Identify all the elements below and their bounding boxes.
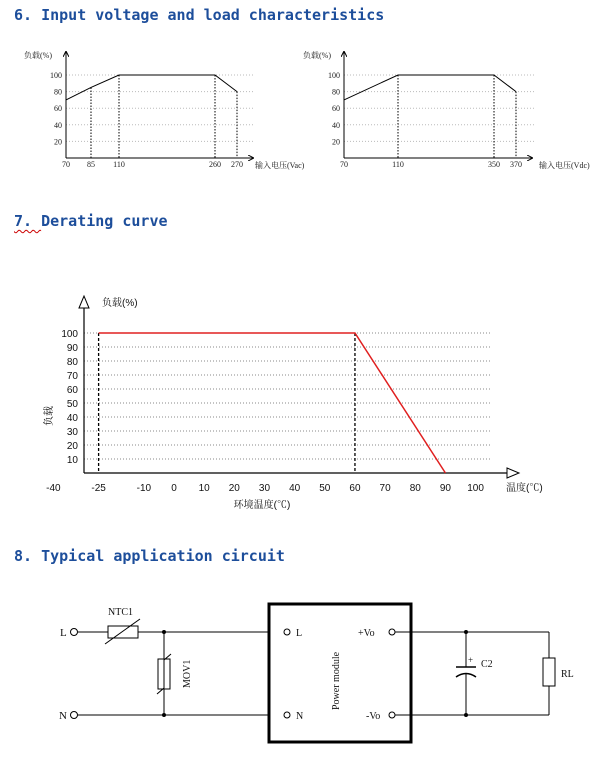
y-tick-label: 20 — [66, 441, 78, 452]
module-pin-L — [284, 629, 290, 635]
y-tick-label: 80 — [66, 357, 78, 368]
x-tick-label: 70 — [62, 160, 70, 169]
module-pin-vo-pos — [389, 629, 395, 635]
y-tick-label: 60 — [332, 104, 340, 114]
y-tick-label: 80 — [54, 87, 62, 97]
x-tick-label: 10 — [198, 483, 210, 494]
load-label: RL — [561, 669, 574, 680]
x-tick-label: 85 — [87, 160, 95, 169]
x-tick-label: 70 — [340, 160, 348, 169]
y-axis-label: 负载 — [44, 406, 55, 426]
x-tick-label: 370 — [510, 160, 522, 169]
x-tick-label: 40 — [289, 483, 301, 494]
x-tick-label: -10 — [136, 483, 152, 494]
module-pin-vo-neg — [389, 712, 395, 718]
module-pin-N-label: N — [296, 711, 304, 722]
module-pin-N — [284, 712, 290, 718]
x-tick-label: 30 — [258, 483, 271, 494]
x-tick-label: 60 — [349, 483, 361, 494]
x-tick-label: 110 — [392, 160, 404, 169]
x-tick-label: 50 — [319, 483, 331, 494]
x-tick-label: 270 — [231, 160, 243, 169]
y-tick-label: 20 — [54, 137, 62, 147]
x-tick-label: 0 — [171, 483, 177, 494]
section-7-title: Derating curve — [41, 212, 168, 230]
y-tick-label: 40 — [332, 120, 340, 130]
junction — [162, 713, 166, 717]
x-tick-label: 260 — [209, 160, 221, 169]
terminal-N — [71, 712, 78, 719]
y-tick-label: 80 — [332, 87, 340, 97]
x-tick-label: 110 — [113, 160, 125, 169]
y-tick-label: 20 — [332, 137, 340, 147]
terminal-L-label: L — [60, 627, 67, 639]
ntc-thermistor — [108, 626, 138, 638]
x-axis-label: 输入电压(Vac) — [255, 161, 305, 170]
x-tick-label: 100 — [467, 483, 484, 494]
x-axis-end-label: 温度(℃) — [506, 483, 543, 494]
x-tick-label: 350 — [488, 160, 500, 169]
y-tick-label: 50 — [66, 399, 78, 410]
terminal-L — [71, 629, 78, 636]
y-tick-label: 40 — [66, 413, 78, 424]
x-tick-label: -40 — [46, 483, 61, 494]
x-tick-label: 80 — [409, 483, 421, 494]
section-8-heading: 8. Typical application circuit — [14, 547, 285, 565]
y-tick-label: 30 — [66, 427, 78, 438]
vo-pos-label: +Vo — [358, 628, 375, 639]
section-6-heading: 6. Input voltage and load characteristics — [14, 6, 385, 24]
mov-label: MOV1 — [182, 659, 193, 688]
terminal-N-label: N — [59, 710, 67, 722]
y-tick-label: 100 — [50, 71, 62, 80]
y-axis-label: 负载(%) — [24, 51, 52, 60]
y-tick-label: 100 — [61, 329, 78, 340]
y-tick-label: 10 — [66, 455, 78, 466]
module-pin-L-label: L — [296, 628, 303, 639]
y-axis-top-label: 负载(%) — [102, 298, 138, 309]
section-7-number: 7. — [14, 212, 42, 230]
x-tick-label: 90 — [439, 483, 452, 494]
y-tick-label: 40 — [54, 120, 62, 130]
ntc-label: NTC1 — [108, 607, 133, 618]
x-axis-label: 环境温度(℃) — [233, 500, 291, 511]
y-tick-label: 70 — [66, 371, 78, 382]
vo-neg-label: -Vo — [366, 711, 381, 722]
capacitor-plus-icon: + — [468, 655, 474, 665]
y-axis-label: 负载(%) — [303, 51, 331, 60]
load-resistor — [543, 658, 555, 686]
x-tick-label: -25 — [91, 483, 106, 494]
x-axis-label: 输入电压(Vdc) — [539, 161, 590, 170]
y-tick-label: 90 — [66, 343, 78, 354]
x-tick-label: 20 — [228, 483, 240, 494]
y-tick-label: 60 — [54, 104, 62, 114]
module-label: Power module — [331, 651, 342, 710]
x-tick-label: 70 — [379, 483, 391, 494]
capacitor-label: C2 — [481, 659, 493, 670]
y-tick-label: 60 — [66, 385, 78, 396]
y-tick-label: 100 — [328, 71, 340, 80]
